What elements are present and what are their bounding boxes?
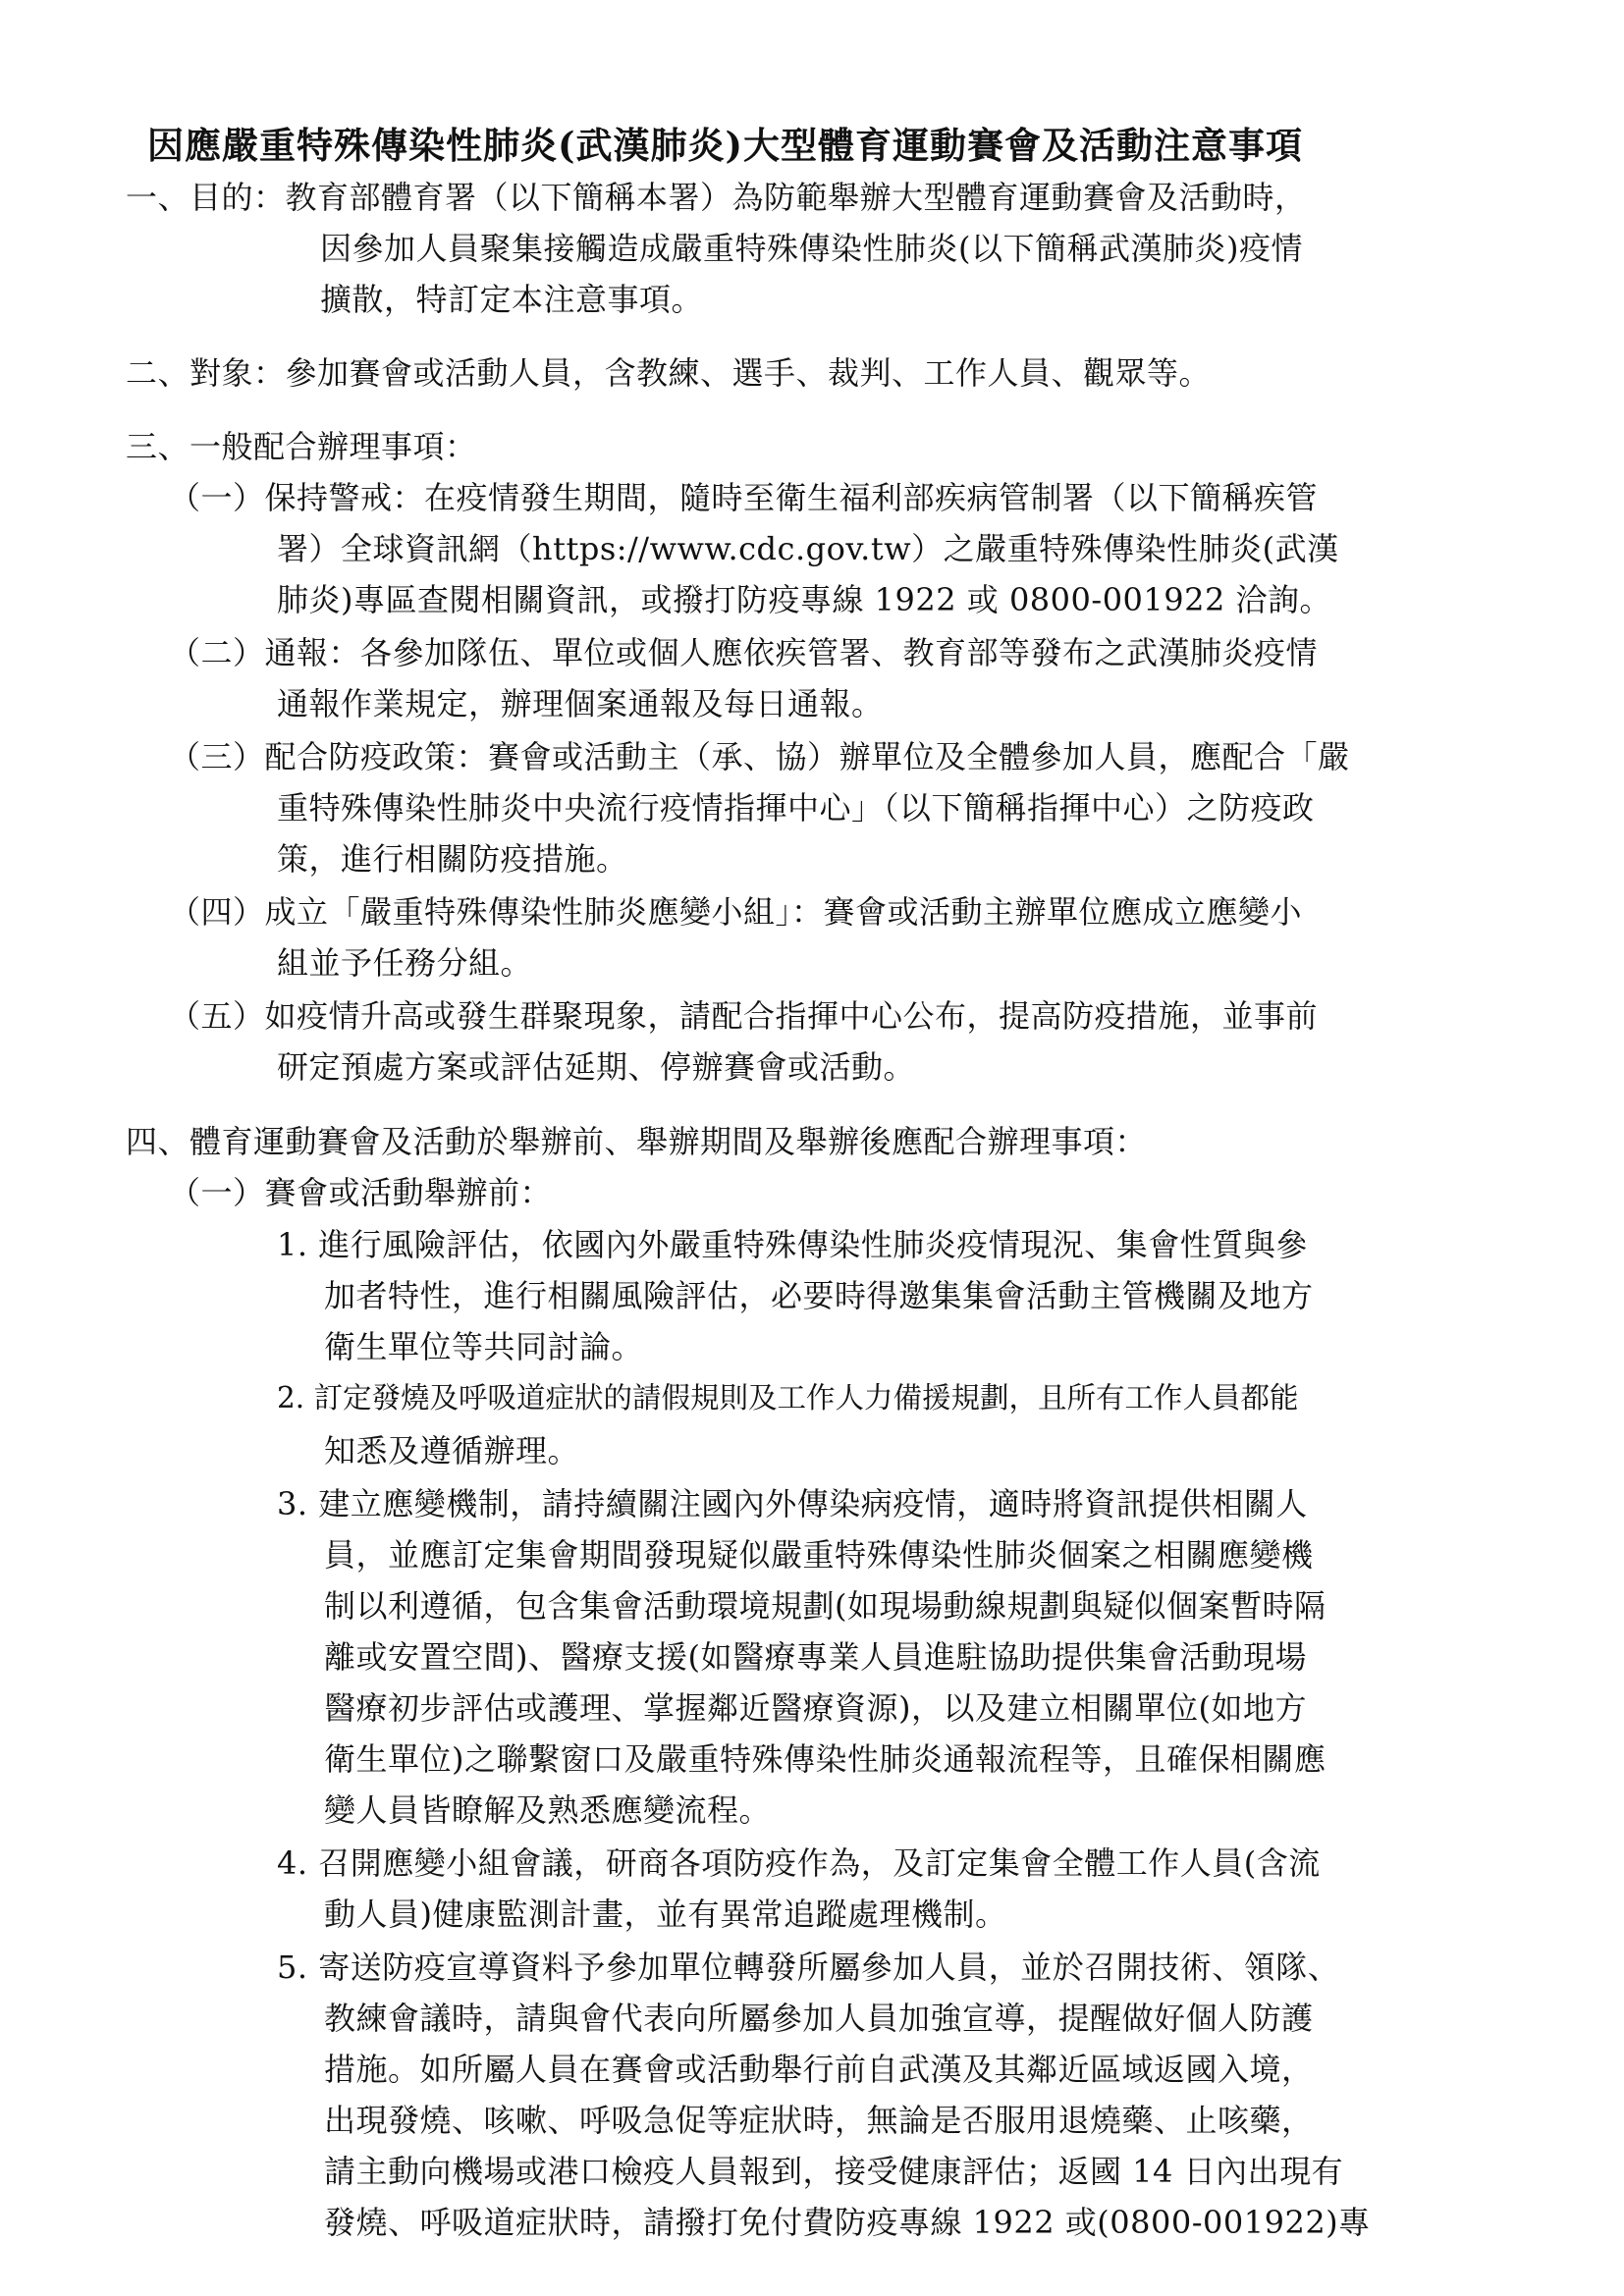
section-4-item-5-line-6: 發燒、呼吸道症狀時，請撥打免付費防疫專線 1922 或(0800-001922)專 <box>324 2204 1371 2241</box>
document-title: 因應嚴重特殊傳染性肺炎(武漢肺炎)大型體育運動賽會及活動注意事項 <box>147 124 1304 167</box>
section-3-item-1-line-3: 肺炎)專區查閱相關資訊，或撥打防疫專線 1922 或 0800-001922 洽詢。 <box>277 581 1332 618</box>
section-3-item-2-line-1: （二）通報：各參加隊伍、單位或個人應依疾管署、教育部等發布之武漢肺炎疫情 <box>169 634 1319 671</box>
section-4-item-3-line-3: 制以利遵循，包含集會活動環境規劃(如現場動線規劃與疑似個案暫時隔 <box>324 1587 1326 1625</box>
section-3-item-3-line-2: 重特殊傳染性肺炎中央流行疫情指揮中心」（以下簡稱指揮中心）之防疫政 <box>277 789 1315 827</box>
section-3-item-4-line-1: （四）成立「嚴重特殊傳染性肺炎應變小組」：賽會或活動主辦單位應成立應變小 <box>169 893 1303 931</box>
section-3-item-5-line-2: 研定預處方案或評估延期、停辦賽會或活動。 <box>277 1048 916 1086</box>
section-3-item-2-line-2: 通報作業規定，辦理個案通報及每日通報。 <box>277 685 884 722</box>
section-4-item-5-line-3: 措施。如所屬人員在賽會或活動舉行前自武漢及其鄰近區域返國入境， <box>324 2051 1314 2088</box>
section-4-item-4-line-2: 動人員)健康監測計畫，並有異常追蹤處理機制。 <box>324 1896 1007 1933</box>
section-3-item-3-line-3: 策，進行相關防疫措施。 <box>277 840 628 878</box>
section-4-item-3-line-1: 3. 建立應變機制，請持續關注國內外傳染病疫情，適時將資訊提供相關人 <box>277 1485 1308 1522</box>
section-4-item-3-line-5: 醫療初步評估或護理、掌握鄰近醫療資源)，以及建立相關單位(如地方 <box>324 1689 1307 1727</box>
section-4-item-3-line-6: 衛生單位)之聯繫窗口及嚴重特殊傳染性肺炎通報流程等，且確保相關應 <box>324 1740 1326 1778</box>
section-4-item-5-line-5: 請主動向機場或港口檢疫人員報到，接受健康評估；返國 14 日內出現有 <box>324 2153 1344 2190</box>
section-4-item-5-line-1: 5. 寄送防疫宣導資料予參加單位轉發所屬參加人員，並於召開技術、領隊、 <box>277 1949 1340 1986</box>
section-4-heading: 四、體育運動賽會及活動於舉辦前、舉辦期間及舉辦後應配合辦理事項： <box>126 1123 1148 1160</box>
section-3-item-5-line-1: （五）如疫情升高或發生群聚現象，請配合指揮中心公布，提高防疫措施，並事前 <box>169 997 1319 1035</box>
section-4-item-4-line-1: 4. 召開應變小組會議，研商各項防疫作為，及訂定集會全體工作人員(含流 <box>277 1844 1321 1882</box>
section-4-item-3-line-2: 員，並應訂定集會期間發現疑似嚴重特殊傳染性肺炎個案之相關應變機 <box>324 1536 1314 1574</box>
section-3-item-4-line-2: 組並予任務分組。 <box>277 944 533 982</box>
section-4-item-1-line-1: 1. 進行風險評估，依國內外嚴重特殊傳染性肺炎疫情現況、集會性質與參 <box>277 1226 1308 1263</box>
section-4-item-2-line-1: 2. 訂定發燒及呼吸道症狀的請假規則及工作人力備援規劃，且所有工作人員都能 <box>277 1381 1299 1415</box>
section-4-sub-heading: （一）賽會或活動舉辦前： <box>169 1174 553 1211</box>
section-4-item-3-line-4: 離或安置空間)、醫療支援(如醫療專業人員進駐協助提供集會活動現場 <box>324 1638 1307 1676</box>
section-3-item-1-line-1: （一）保持警戒：在疫情發生期間，隨時至衛生福利部疾病管制署（以下簡稱疾管 <box>169 479 1319 516</box>
section-1-line-2: 因參加人員聚集接觸造成嚴重特殊傳染性肺炎(以下簡稱武漢肺炎)疫情 <box>320 230 1303 267</box>
section-3-item-1-line-2: 署）全球資訊網（https://www.cdc.gov.tw）之嚴重特殊傳染性肺炎(武漢 <box>277 530 1339 567</box>
section-2-line-1: 二、對象：參加賽會或活動人員，含教練、選手、裁判、工作人員、觀眾等。 <box>126 354 1212 392</box>
section-4-item-1-line-2: 加者特性，進行相關風險評估，必要時得邀集集會活動主管機關及地方 <box>324 1277 1314 1314</box>
section-4-item-5-line-4: 出現發燒、咳嗽、呼吸急促等症狀時，無論是否服用退燒藥、止咳藥， <box>324 2102 1314 2139</box>
section-1-line-3: 擴散，特訂定本注意事項。 <box>320 281 704 318</box>
section-4-item-1-line-3: 衛生單位等共同討論。 <box>324 1328 644 1365</box>
section-3-item-3-line-1: （三）配合防疫政策：賽會或活動主（承、協）辦單位及全體參加人員，應配合「嚴 <box>169 738 1350 775</box>
section-4-item-5-line-2: 教練會議時，請與會代表向所屬參加人員加強宣導，提醒做好個人防護 <box>324 2000 1314 2037</box>
section-3-heading: 三、一般配合辦理事項： <box>126 428 477 465</box>
section-1-line-1: 一、目的：教育部體育署（以下簡稱本署）為防範舉辦大型體育運動賽會及活動時， <box>126 179 1307 216</box>
section-4-item-3-line-7: 變人員皆瞭解及熟悉應變流程。 <box>324 1791 772 1829</box>
section-4-item-2-line-2: 知悉及遵循辦理。 <box>324 1432 580 1469</box>
